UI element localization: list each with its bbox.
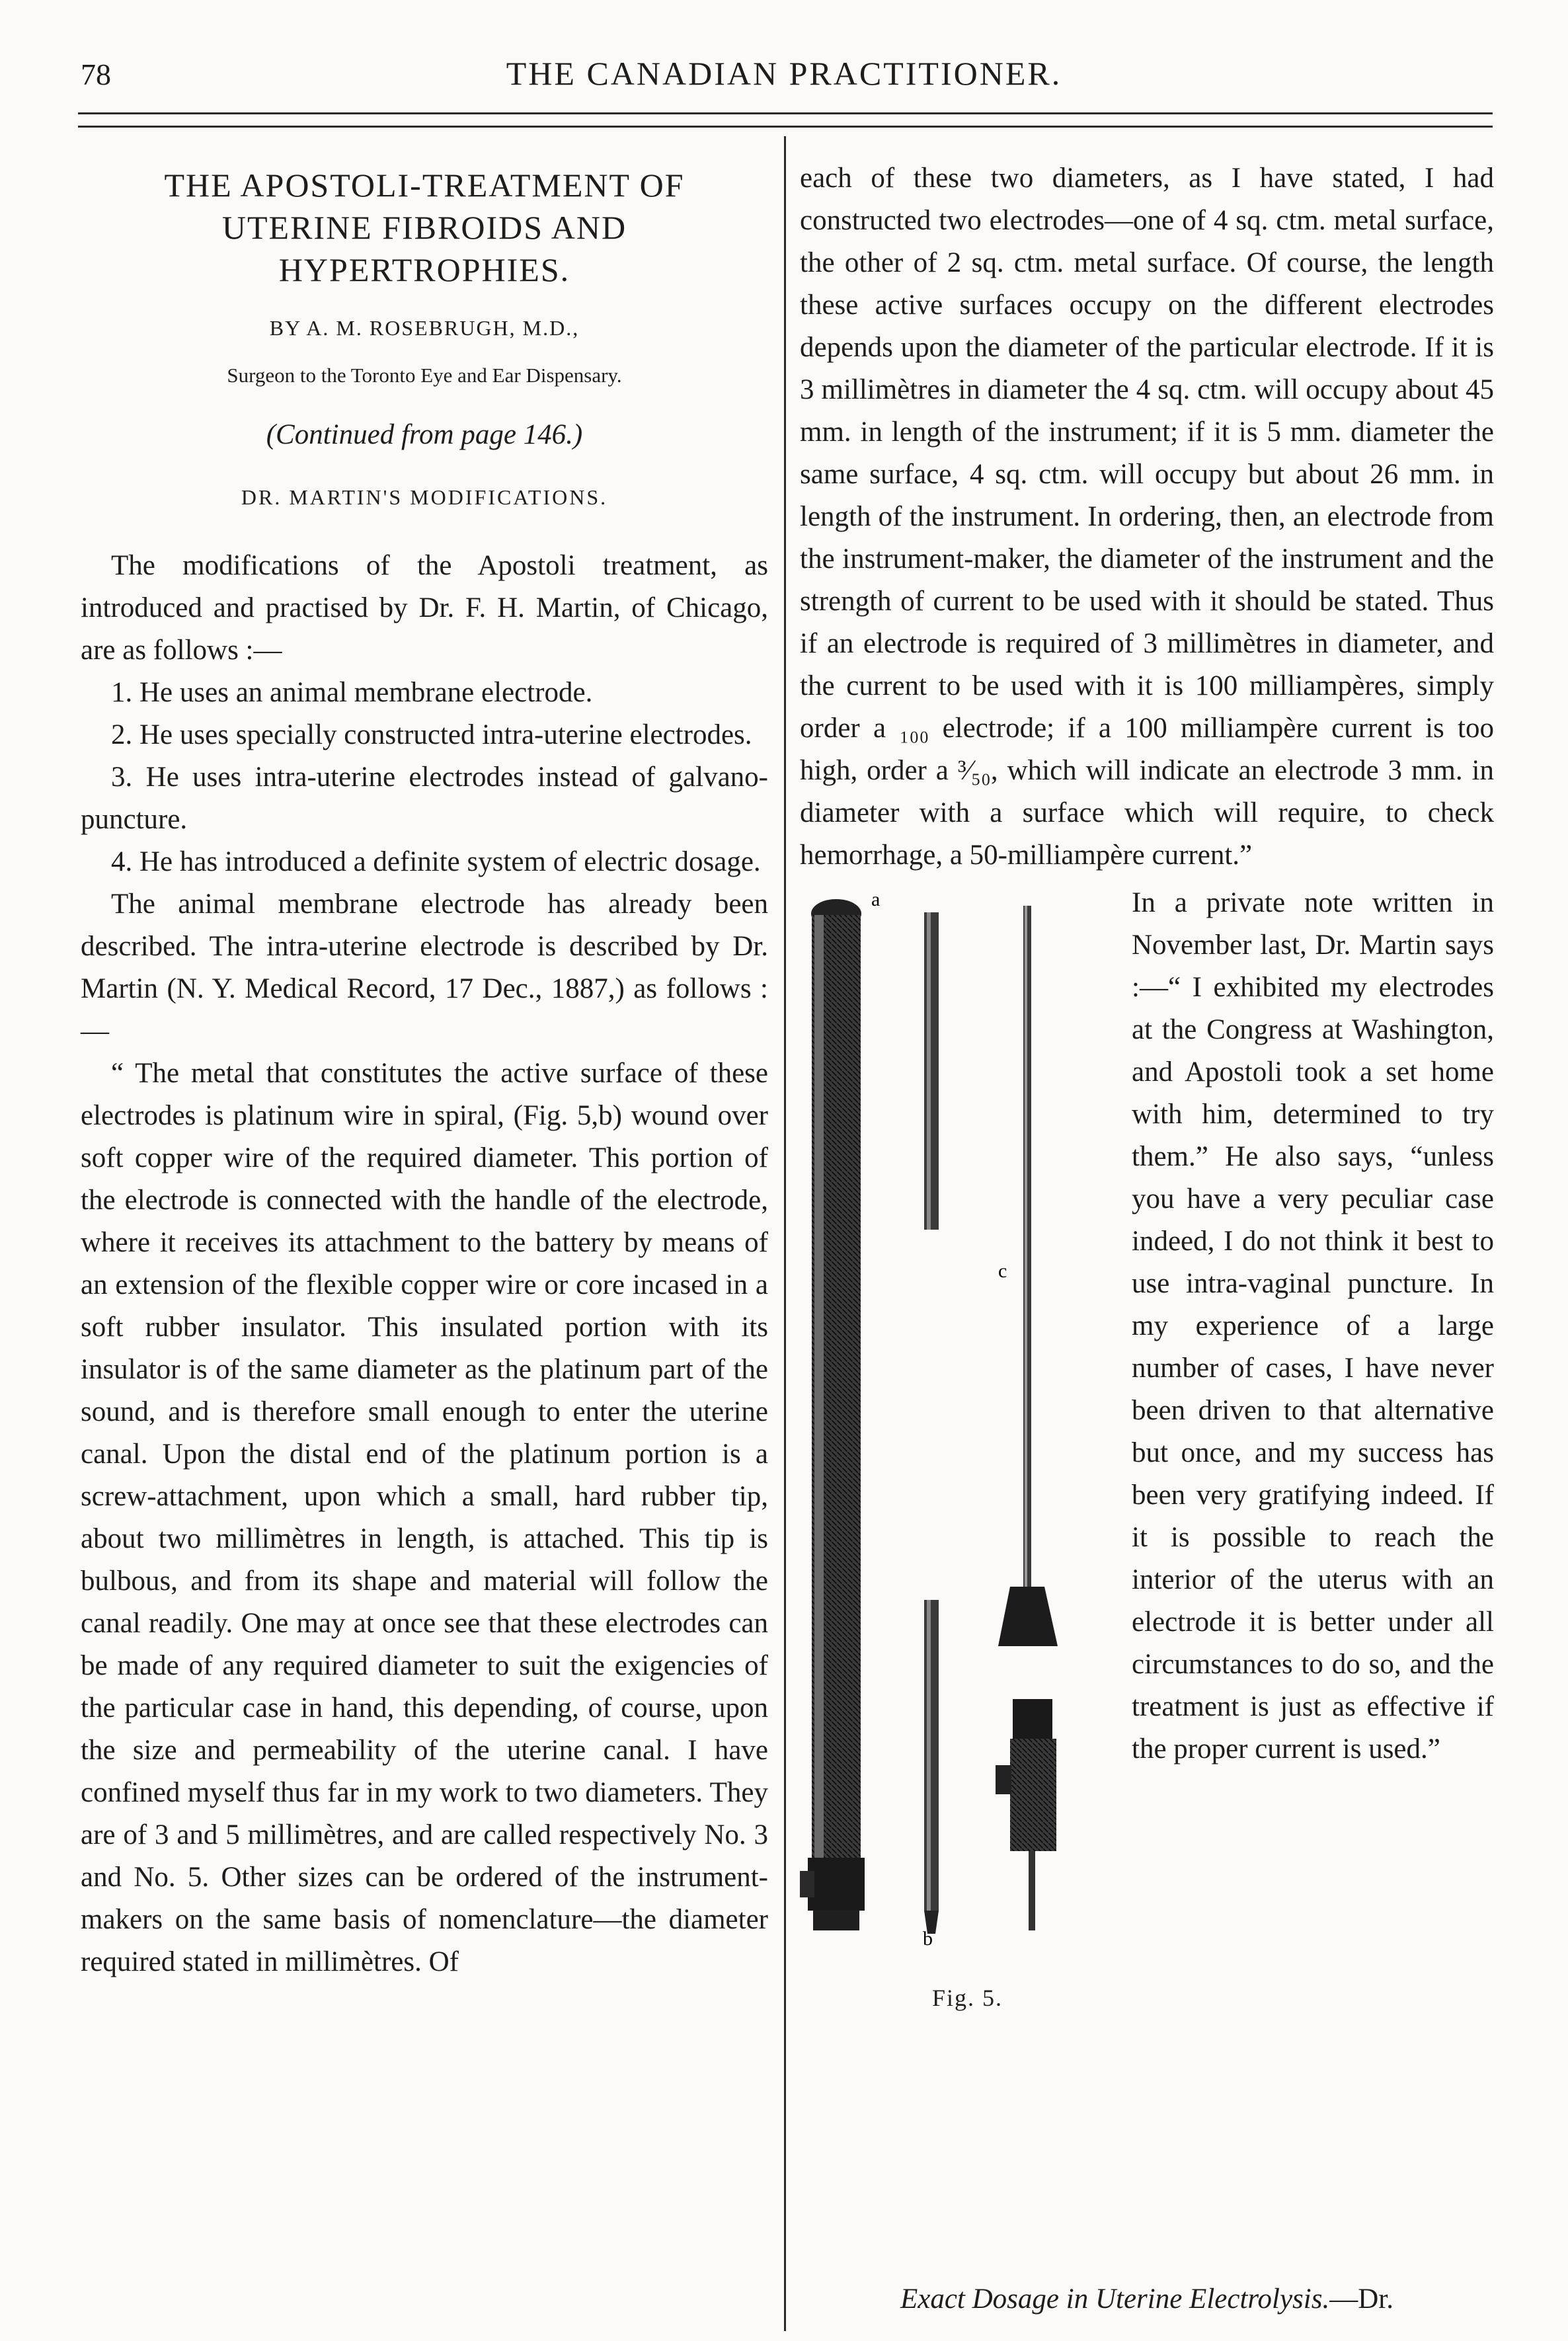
- title-line-1: THE APOSTOLI-TREATMENT OF: [164, 167, 685, 204]
- figure-electrodes: [800, 886, 1117, 2023]
- run-in-tail: —Dr.: [1329, 2283, 1393, 2315]
- byline: BY A. M. ROSEBRUGH, M.D.,: [269, 316, 580, 340]
- header-rule-top: [78, 112, 1493, 114]
- paragraph: each of these two diameters, as I have stated, I had constructed two electrodes—one of 4 sq. ctm. metal surface, the other of 2 sq. ctm. metal surface. Of course, the length these active surfaces occupy on the different electrodes depends upon the diameter of the particular electrode. If it is 3 millimètres in diameter the 4 sq. ctm. will occupy about 45 mm. in length of the instrument; if it is 5 mm. diameter the same surface, 4 sq. ctm. will occupy but about 26 mm. in length of the instrument. In ordering, then, an electrode from the instrument-maker, the diameter of the instrument and the strength of current to be used with it should be stated. Thus if an electrode is required of 3 millimètres in diameter, and the current to be used with it is 100 milliampères, simply order a ₁₀₀ electrode; if a 100 milliampère current is too high, order a ³⁄₅₀, which will indicate an electrode 3 mm. in diameter with a surface which will require, to check hemorrhage, a 50-milliampère current.”: [800, 163, 1494, 871]
- electrode-rod-b: [924, 912, 939, 1934]
- running-head: THE CANADIAN PRACTITIONER.: [506, 55, 1062, 92]
- page-number: 78: [81, 58, 111, 91]
- author-affiliation: Surgeon to the Toronto Eye and Ear Dispensary.: [227, 364, 622, 387]
- figure-caption: Fig. 5.: [932, 1985, 1003, 2011]
- figure-label-c: c: [998, 1260, 1007, 1282]
- figure-label-b: b: [923, 1928, 933, 1950]
- quoted-paragraph: “ The metal that constitutes the active surface of these electrodes is platinum wire in spiral, (Fig. 5,b) wound over soft copper wire of the required diameter. This portion of the electrode is connected with the handle of the electrode, where it receives its attachment to the battery by means of an extension of the flexible copper wire or core incased in a soft rubber insulator. This insulated portion with its insulator is of the same diameter as the platinum part of the sound, and is therefore small enough to enter the uterine canal. Upon the distal end of the platinum portion is a screw-attachment, upon which a small, hard rubber tip, about two millimètres in length, is attached. This tip is bulbous, and from its shape and material will follow the canal readily. One may at once see that these electrodes can be made of any required diameter to suit the exigencies of the particular case in hand, this depending, of course, upon the size and permeability of the uterine canal. I have confined myself thus far in my work to two diameters. They are of 3 and 5 millimètres, and are called respectively No. 3 and No. 5. Other sizes can be ordered of the instrument-makers on the same basis of nomenclature—the diameter required stated in millimètres. Of: [81, 1058, 768, 1977]
- electrode-illustration: [800, 886, 1117, 1970]
- list-item: 4. He has introduced a definite system of electric dosage.: [111, 846, 761, 877]
- section-heading: DR. MARTIN'S MODIFICATIONS.: [241, 485, 608, 509]
- list-item: 1. He uses an animal membrane electrode.: [111, 677, 593, 708]
- list-item: 2. He uses specially constructed intra-uterine electrodes.: [111, 719, 752, 750]
- electrode-handle-large: [800, 899, 865, 1930]
- continued-note: (Continued from page 146.): [266, 419, 583, 450]
- left-column: [81, 157, 768, 1983]
- figure-label-a: a: [871, 889, 881, 910]
- next-article-run-in: [800, 2278, 1494, 2321]
- run-in-title: Exact Dosage in Uterine Electrolysis.: [900, 2283, 1330, 2315]
- article-title: [81, 164, 768, 291]
- right-column: [800, 157, 1494, 2023]
- list-item: 3. He uses intra-uterine electrodes instead of galvano-puncture.: [81, 762, 768, 835]
- title-line-2: UTERINE FIBROIDS AND: [221, 209, 627, 246]
- electrode-c: [996, 906, 1058, 1930]
- header-rule-bottom: [78, 126, 1493, 128]
- paragraph: The animal membrane electrode has already been described. The intra-uterine electrode is described by Dr. Martin (N. Y. Medical Record, 17 Dec., 1887,) as follows :—: [81, 889, 768, 1047]
- title-line-3: HYPERTROPHIES.: [278, 251, 570, 288]
- paragraph: The modifications of the Apostoli treatment, as introduced and practised by Dr. F. H. Martin, of Chicago, are as follows :—: [81, 550, 768, 666]
- column-rule: [784, 136, 786, 2331]
- paragraph: In a private note written in November last, Dr. Martin says :—“ I exhibited my electrodes at the Congress at Washington, and Apostoli took a set home with him, determined to try them.” He also says, “unless you have a very peculiar case indeed, I do not think it best to use intra-vaginal puncture. In my experience of a large number of cases, I have never been driven to that alternative but once, and my success has been very gratifying indeed. If it is possible to reach the interior of the uterus with an electrode it is better under all circumstances to do so, and the treatment is just as effective if the proper current is used.”: [1132, 887, 1494, 1765]
